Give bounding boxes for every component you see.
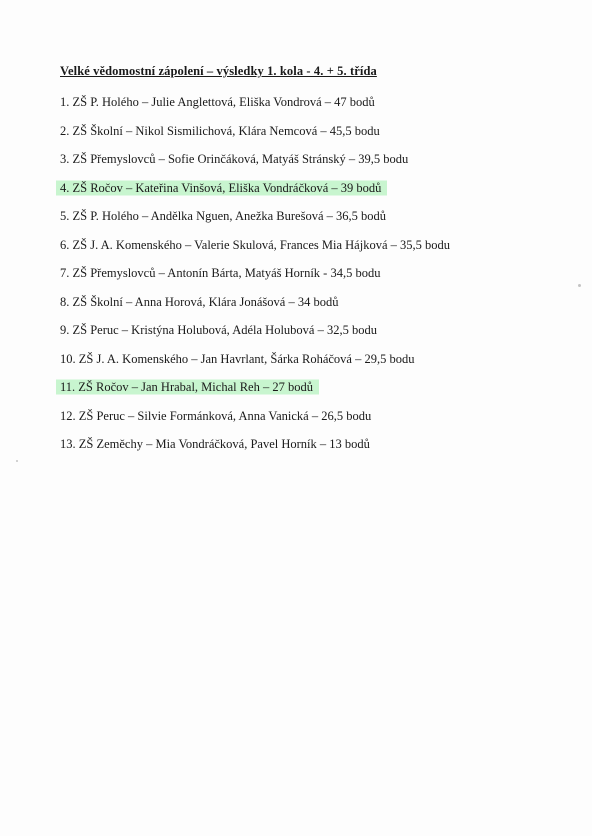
result-text: 10. ZŠ J. A. Komenského – Jan Havrlant, Šárka Roháčová – 29,5 bodu xyxy=(60,351,415,366)
scan-speck xyxy=(16,460,18,462)
result-item-9 xyxy=(60,320,580,349)
result-item-11 xyxy=(60,377,580,406)
result-text: 3. ZŠ Přemyslovců – Sofie Orinčáková, Matyáš Stránský – 39,5 bodu xyxy=(60,152,409,166)
result-text: 8. ZŠ Školní – Anna Horová, Klára Jonášová – 34 bodů xyxy=(60,294,339,309)
result-item-10 xyxy=(60,349,580,378)
result-item-8 xyxy=(60,292,580,321)
result-item-4 xyxy=(60,178,580,207)
result-item-6 xyxy=(60,235,580,264)
result-text: 4. ZŠ Ročov – Kateřina Vinšová, Eliška Vondráčková – 39 bodů xyxy=(56,178,387,198)
result-item-5 xyxy=(60,206,580,235)
result-item-12 xyxy=(60,406,580,435)
result-text: 5. ZŠ P. Holého – Andělka Nguen, Anežka Burešová – 36,5 bodů xyxy=(60,209,387,223)
result-text: 13. ZŠ Zeměchy – Mia Vondráčková, Pavel Horník – 13 bodů xyxy=(60,437,370,451)
result-text: 11. ZŠ Ročov – Jan Hrabal, Michal Reh – 27 bodů xyxy=(56,377,319,397)
result-text: 12. ZŠ Peruc – Silvie Formánková, Anna Vanická – 26,5 bodu xyxy=(60,408,372,423)
result-text: 2. ZŠ Školní – Nikol Sismilichová, Klára Nemcová – 45,5 bodu xyxy=(60,123,380,138)
scan-speck xyxy=(578,284,581,287)
document-title: Velké vědomostní zápolení – výsledky 1. kola - 4. + 5. třída xyxy=(60,64,377,78)
result-item-7 xyxy=(60,263,580,292)
result-text: 7. ZŠ Přemyslovců – Antonín Bárta, Matyáš Horník - 34,5 bodu xyxy=(60,266,381,280)
result-item-13 xyxy=(60,434,580,463)
result-item-1 xyxy=(60,92,580,121)
result-item-3 xyxy=(60,149,580,178)
results-list xyxy=(60,92,580,463)
result-text: 1. ZŠ P. Holého – Julie Anglettová, Eliška Vondrová – 47 bodů xyxy=(60,95,375,109)
result-text: 9. ZŠ Peruc – Kristýna Holubová, Adéla Holubová – 32,5 bodu xyxy=(60,323,377,337)
result-text: 6. ZŠ J. A. Komenského – Valerie Skulová, Frances Mia Hájková – 35,5 bodu xyxy=(60,237,450,252)
result-item-2 xyxy=(60,121,580,150)
